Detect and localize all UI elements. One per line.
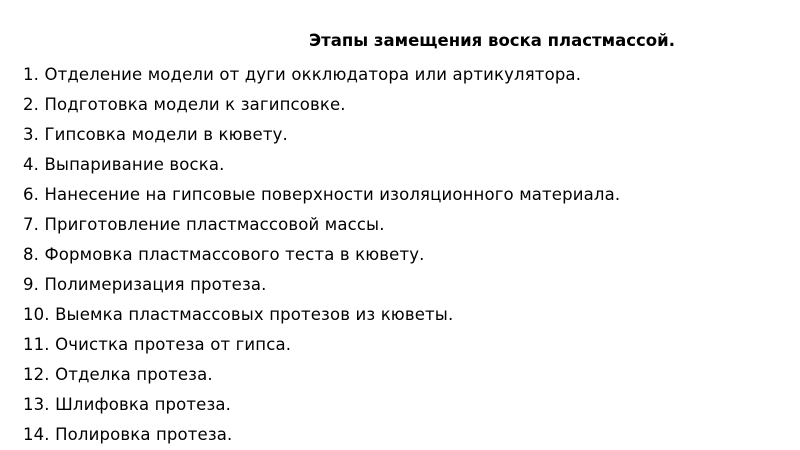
step-item: 14. Полировка протеза. <box>23 425 233 444</box>
step-item: 3. Гипсовка модели в кювету. <box>23 125 288 144</box>
step-item: 10. Выемка пластмассовых протезов из кюветы. <box>23 305 454 324</box>
step-item: 8. Формовка пластмассового теста в кювету. <box>23 245 425 264</box>
step-item: 1. Отделение модели от дуги окклюдатора или артикулятора. <box>23 65 582 84</box>
step-item: 13. Шлифовка протеза. <box>23 395 232 414</box>
steps-list <box>23 60 620 450</box>
step-item: 12. Отделка протеза. <box>23 365 213 384</box>
step-item: 6. Нанесение на гипсовые поверхности изоляционного материала. <box>23 185 621 204</box>
step-item: 11. Очистка протеза от гипса. <box>23 335 292 354</box>
step-item: 4. Выпаривание воска. <box>23 155 225 174</box>
step-item: 9. Полимеризация протеза. <box>23 275 267 294</box>
step-item: 7. Приготовление пластмассовой массы. <box>23 215 385 234</box>
slide-title: Этапы замещения воска пластмассой. <box>309 31 675 50</box>
step-item: 2. Подготовка модели к загипсовке. <box>23 95 346 114</box>
